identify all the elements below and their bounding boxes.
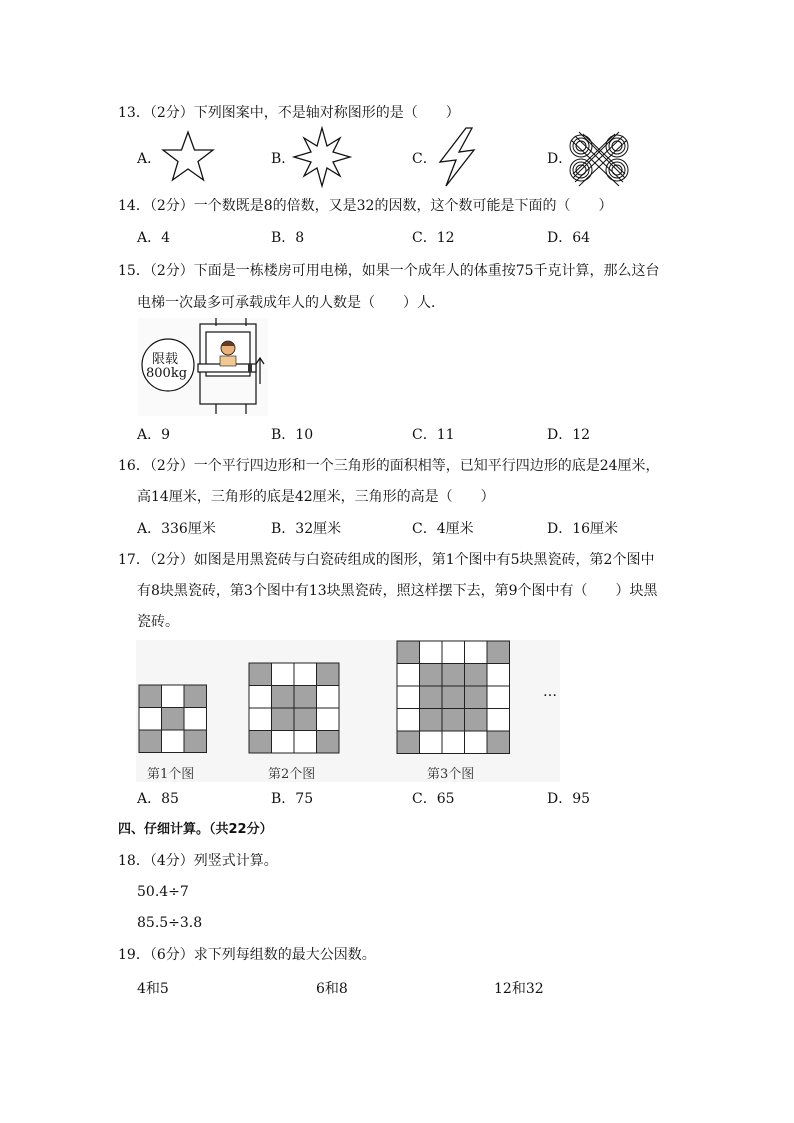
q15-option-a: A．9 bbox=[137, 427, 171, 443]
white-tile bbox=[139, 708, 162, 731]
white-tile bbox=[184, 708, 207, 731]
q18-item-1: 50.4÷7 bbox=[137, 884, 189, 900]
white-tile bbox=[487, 709, 510, 732]
black-tile bbox=[317, 663, 340, 686]
load-limit-sign-line1: 限载 bbox=[152, 352, 179, 367]
white-tile bbox=[397, 686, 420, 709]
q16-option-d: D．16厘米 bbox=[547, 521, 619, 537]
white-tile bbox=[294, 663, 317, 686]
black-tile bbox=[294, 686, 317, 709]
q15-stem-line1: 15．（2分）下面是一栋楼房可用电梯，如果一个成年人的体重按75千克计算，那么这台 bbox=[118, 263, 660, 279]
black-tile bbox=[294, 708, 317, 731]
white-tile bbox=[487, 686, 510, 709]
black-tile bbox=[317, 731, 340, 754]
tile-figure-2-caption: 第2个图 bbox=[268, 767, 316, 782]
white-tile bbox=[162, 685, 185, 708]
q19-item-1: 4和5 bbox=[137, 981, 169, 997]
white-tile bbox=[420, 731, 443, 754]
q14-option-b: B．8 bbox=[271, 230, 305, 246]
q17-stem-line1: 17．（2分）如图是用黑瓷砖与白瓷砖组成的图形，第1个图中有5块黑瓷砖，第2个图中 bbox=[118, 552, 655, 568]
black-tile bbox=[249, 731, 272, 754]
q16-stem-line1: 16．（2分）一个平行四边形和一个三角形的面积相等，已知平行四边形的底是24厘米， bbox=[118, 458, 660, 474]
tile-figure-2 bbox=[248, 662, 342, 756]
q17-stem-line2: 有8块黑瓷砖，第3个图中有13块黑瓷砖，照这样摆下去，第9个图中有（ ）块黑 bbox=[137, 583, 658, 599]
q17-option-d: D．95 bbox=[547, 791, 591, 807]
q19-item-3: 12和32 bbox=[494, 981, 544, 997]
q18-stem: 18．（4分）列竖式计算。 bbox=[118, 853, 278, 869]
white-tile bbox=[317, 686, 340, 709]
q17-option-b: B．75 bbox=[271, 791, 314, 807]
black-tile bbox=[442, 709, 465, 732]
white-tile bbox=[249, 708, 272, 731]
section-4-title: 四、仔细计算。（共22分） bbox=[118, 822, 273, 837]
white-tile bbox=[465, 641, 488, 664]
black-tile bbox=[397, 641, 420, 664]
white-tile bbox=[397, 664, 420, 687]
black-tile bbox=[249, 663, 272, 686]
tile-figure-3 bbox=[396, 640, 512, 756]
q14-stem: 14．（2分）一个数既是8的倍数，又是32的因数，这个数可能是下面的（ ） bbox=[118, 198, 613, 214]
q16-option-a: A．336厘米 bbox=[137, 521, 216, 537]
white-tile bbox=[294, 731, 317, 754]
black-tile bbox=[397, 731, 420, 754]
tile-figure-3-caption: 第3个图 bbox=[427, 767, 475, 782]
white-tile bbox=[272, 663, 295, 686]
black-tile bbox=[487, 641, 510, 664]
black-tile bbox=[465, 686, 488, 709]
q13-option-d: D． bbox=[547, 151, 573, 167]
black-tile bbox=[442, 664, 465, 687]
q13-option-b: B． bbox=[271, 151, 296, 167]
white-tile bbox=[272, 731, 295, 754]
tile-figure-1 bbox=[138, 684, 210, 756]
elevator-icon bbox=[196, 318, 268, 414]
white-tile bbox=[249, 686, 272, 709]
celtic-knot-icon bbox=[567, 126, 631, 190]
q13-option-a: A． bbox=[137, 151, 162, 167]
q17-option-a: A．85 bbox=[137, 791, 179, 807]
black-tile bbox=[465, 664, 488, 687]
black-tile bbox=[184, 685, 207, 708]
black-tile bbox=[420, 664, 443, 687]
q17-stem-line3: 瓷砖。 bbox=[137, 614, 179, 630]
q14-option-a: A．4 bbox=[137, 230, 171, 246]
white-tile bbox=[317, 708, 340, 731]
q15-option-c: C．11 bbox=[412, 427, 455, 443]
q16-option-c: C．4厘米 bbox=[412, 521, 474, 537]
q19-item-2: 6和8 bbox=[316, 981, 348, 997]
q15-option-d: D．12 bbox=[547, 427, 591, 443]
black-tile bbox=[442, 686, 465, 709]
black-tile bbox=[420, 709, 443, 732]
white-tile bbox=[420, 641, 443, 664]
q13-option-c: C． bbox=[412, 151, 437, 167]
black-tile bbox=[139, 685, 162, 708]
q17-option-c: C．65 bbox=[412, 791, 455, 807]
five-point-star-icon bbox=[158, 128, 218, 188]
q15-stem-line2: 电梯一次最多可承载成年人的人数是（ ）人． bbox=[137, 295, 445, 311]
q17-ellipsis: … bbox=[543, 684, 557, 700]
tile-figure-1-caption: 第1个图 bbox=[147, 767, 195, 782]
q15-option-b: B．10 bbox=[271, 427, 314, 443]
black-tile bbox=[272, 708, 295, 731]
white-tile bbox=[442, 641, 465, 664]
black-tile bbox=[465, 709, 488, 732]
q14-option-c: C．12 bbox=[412, 230, 455, 246]
q18-item-2: 85.5÷3.8 bbox=[137, 915, 203, 931]
black-tile bbox=[184, 730, 207, 753]
black-tile bbox=[162, 708, 185, 731]
q19-stem: 19．（6分）求下列每组数的最大公因数。 bbox=[118, 947, 376, 963]
q13-stem: 13．（2分）下列图案中，不是轴对称图形的是（ ） bbox=[118, 105, 460, 121]
black-tile bbox=[420, 686, 443, 709]
black-tile bbox=[487, 731, 510, 754]
white-tile bbox=[162, 730, 185, 753]
black-tile bbox=[139, 730, 162, 753]
lightning-bolt-icon bbox=[432, 126, 482, 188]
eight-point-star-icon bbox=[292, 126, 352, 188]
load-limit-sign-line2: 800kg bbox=[146, 366, 188, 381]
q16-stem-line2: 高14厘米，三角形的底是42厘米，三角形的高是（ ） bbox=[137, 489, 495, 505]
white-tile bbox=[487, 664, 510, 687]
white-tile bbox=[465, 731, 488, 754]
q14-option-d: D．64 bbox=[547, 230, 591, 246]
black-tile bbox=[272, 686, 295, 709]
white-tile bbox=[397, 709, 420, 732]
white-tile bbox=[442, 731, 465, 754]
q16-option-b: B．32厘米 bbox=[271, 521, 342, 537]
